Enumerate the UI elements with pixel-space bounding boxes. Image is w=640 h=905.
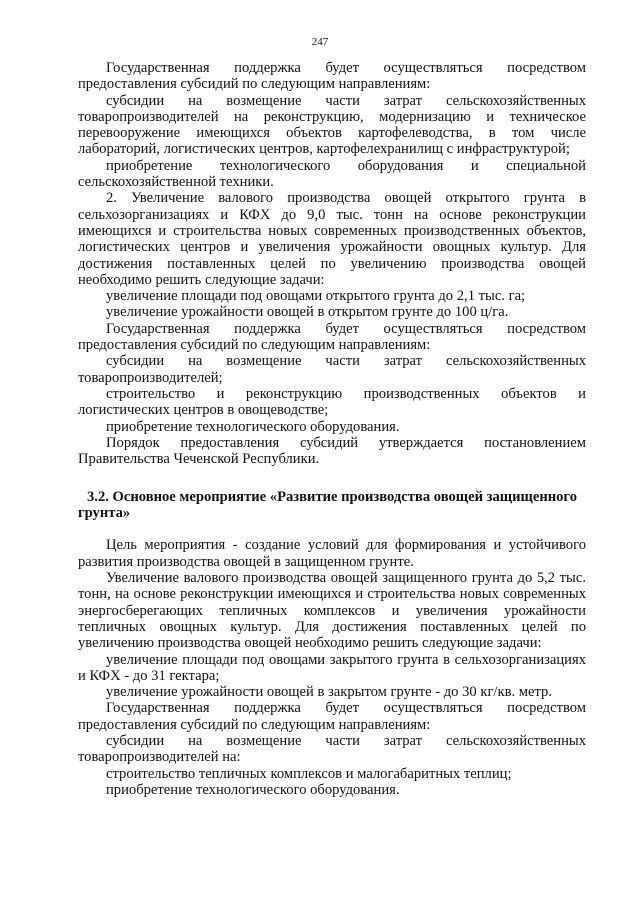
paragraph: Государственная поддержка будет осуществляться посредством предоставления субсидий по следующим направлениям:: [78, 60, 586, 93]
document-body: [78, 60, 586, 798]
paragraph: Государственная поддержка будет осуществляться посредством предоставления субсидий по следующим направлениям:: [78, 700, 586, 733]
paragraph: увеличение урожайности овощей в закрытом грунте - до 30 кг/кв. метр.: [106, 684, 552, 701]
paragraph: приобретение технологического оборудования и специальной сельскохозяйственной техники.: [78, 157, 586, 191]
paragraph: увеличение урожайности овощей в открытом грунте до 100 ц/га.: [106, 304, 509, 321]
paragraph: Порядок предоставления субсидий утверждается постановлением Правительства Чеченской Республики.: [78, 434, 586, 468]
section-heading: 3.2. Основное мероприятие «Развитие производства овощей защищенного грунта»: [78, 489, 577, 522]
paragraph: строительство тепличных комплексов и малогабаритных теплиц;: [106, 765, 512, 782]
paragraph: приобретение технологического оборудования.: [106, 418, 400, 435]
paragraph: приобретение технологического оборудования.: [106, 781, 400, 798]
paragraph: Увеличение валового производства овощей защищенного грунта до 5,2 тыс. тонн, на основе реконструкции имеющихся и строительства новых современных энергосберегающих тепличных комплексов и увеличения урожайности тепличных овощных культур. Для достижения поставленных целей по увеличению производства овощей необходимо решить следующие задачи:: [78, 570, 586, 652]
paragraph: Цель мероприятия - создание условий для формирования и устойчивого развития производства овощей в защищенном грунте.: [78, 537, 586, 570]
paragraph: субсидии на возмещение части затрат сельскохозяйственных товаропроизводителей на:: [78, 732, 586, 766]
paragraph: Государственная поддержка будет осуществляться посредством предоставления субсидий по следующим направлениям:: [78, 320, 586, 354]
paragraph: 2. Увеличение валового производства овощей открытого грунта в сельхозорганизациях и КФХ до 9,0 тыс. тонн на основе реконструкции имеющихся и строительства новых современных производственных объектов, логистических центров и увеличения урожайности овощных культур. Для достижения поставленных целей по увеличению производства овощей необходимо решить следующие задачи:: [78, 190, 586, 288]
paragraph: увеличение площади под овощами открытого грунта до 2,1 тыс. га;: [106, 288, 526, 305]
paragraph: субсидии на возмещение части затрат сельскохозяйственных товаропроизводителей на реконструкцию, модернизацию и техническое перевооружение имеющихся объектов картофелеводства, в том числе лабораторий, логистических центров, картофелехранилищ с инфраструктурой;: [78, 92, 586, 158]
page-number: 247: [311, 36, 329, 48]
paragraph: увеличение площади под овощами закрытого грунта в сельхозорганизациях и КФХ - до 31 гектара;: [78, 651, 586, 684]
paragraph: субсидии на возмещение части затрат сельскохозяйственных товаропроизводителей;: [78, 353, 586, 386]
paragraph: строительство и реконструкцию производственных объектов и логистических центров в овощеводстве;: [78, 385, 586, 419]
